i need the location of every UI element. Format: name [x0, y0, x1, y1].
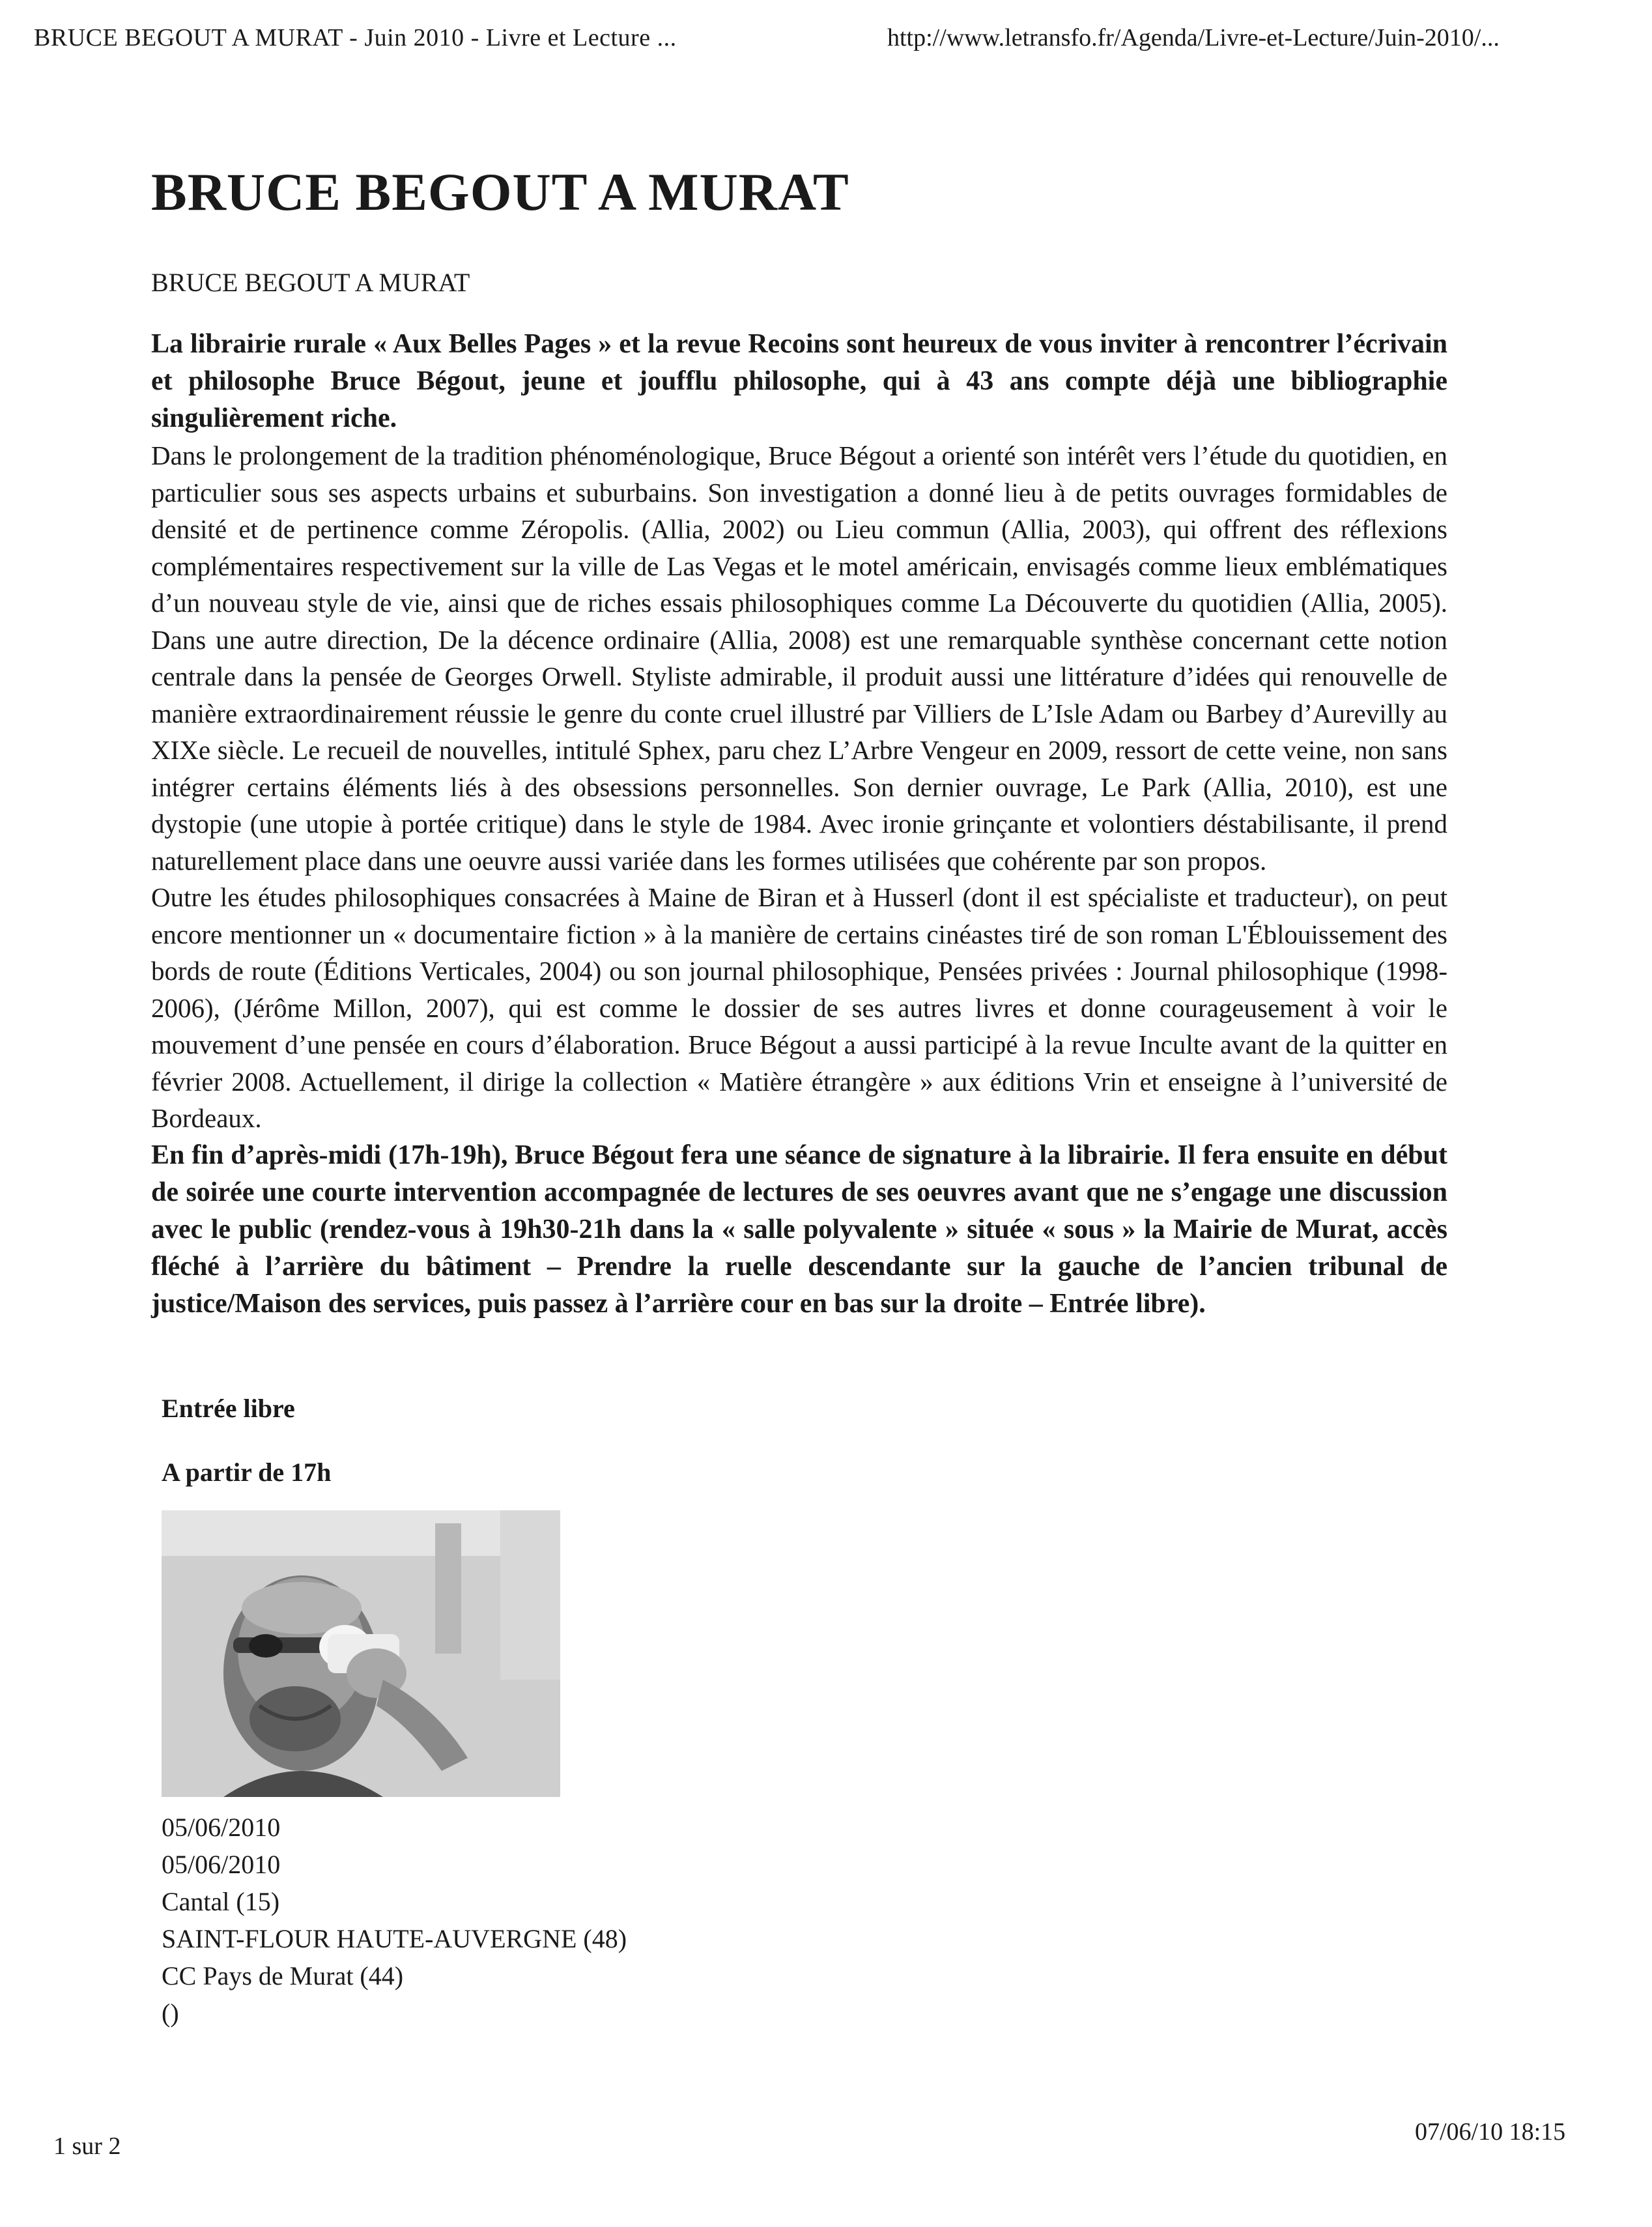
- event-community: CC Pays de Murat (44): [162, 1961, 404, 1990]
- author-photo-illustration: [162, 1510, 560, 1797]
- print-header-url[interactable]: http://www.letransfo.fr/Agenda/Livre-et-Lecture/Juin-2010/...: [887, 24, 1500, 51]
- body-paragraph: Outre les études philosophiques consacrées à Maine de Biran et à Husserl (dont il est spécialiste et traducteur), on peut encore mentionner un « documentaire fiction » à la manière de certains cinéastes tiré de son roman L'Éblouissement des bords de route (Éditions Verticales, 2004) ou son journal philosophique, Pensées privées : Journal philosophique (1998-2006), (Jérôme Millon, 2007), qui est comme le dossier de ses autres livres et donne courageusement à voir le mouvement d’une pensée en cours d’élaboration. Bruce Bégout a aussi participé à la revue Inculte avant de la quitter en février 2008. Actuellement, il dirige la collection « Matière étrangère » aux éditions Vrin et enseigne à l’université de Bordeaux.: [151, 882, 1447, 1133]
- entry-info: Entrée libre: [162, 1394, 295, 1423]
- event-meta-list: [162, 1809, 627, 2032]
- event-region: SAINT-FLOUR HAUTE-AUVERGNE (48): [162, 1924, 627, 1953]
- print-datetime: 07/06/10 18:15: [1415, 2118, 1566, 2146]
- page-title: BRUCE BEGOUT A MURAT: [151, 162, 849, 222]
- event-start-date: 05/06/2010: [162, 1813, 281, 1842]
- article-body: [151, 326, 1447, 1323]
- start-time-info: A partir de 17h: [162, 1458, 332, 1487]
- print-header-title: BRUCE BEGOUT A MURAT - Juin 2010 - Livre et Lecture ...: [34, 24, 677, 51]
- article-subtitle: BRUCE BEGOUT A MURAT: [151, 268, 470, 297]
- event-extra: (): [162, 1998, 179, 2028]
- body-paragraph: Dans le prolongement de la tradition phénoménologique, Bruce Bégout a orienté son intérêt vers l’étude du quotidien, en particulier sous ses aspects urbains et suburbains. Son investigation a donné lieu à de petits ouvrages formidables de densité et de pertinence comme Zéropolis. (Allia, 2002) ou Lieu commun (Allia, 2003), qui offrent des réflexions complémentaires respectivement sur la ville de Las Vegas et le motel américain, envisagés comme lieux emblématiques d’un nouveau style de vie, ainsi que de riches essais philosophiques comme La Découverte du quotidien (Allia, 2005). Dans une autre direction, De la décence ordinaire (Allia, 2008) est une remarquable synthèse concernant cette notion centrale dans la pensée de Georges Orwell. Styliste admirable, il produit aussi une littérature d’idées qui renouvelle de manière extraordinairement réussie le genre du conte cruel illustré par Villiers de L’Isle Adam ou Barbey d’Aurevilly au XIXe siècle. Le recueil de nouvelles, intitulé Sphex, paru chez L’Arbre Vengeur en 2009, ressort de cette veine, non sans intégrer certains éléments liés à des obsessions personnelles. Son dernier ouvrage, Le Park (Allia, 2010), est une dystopie (une utopie à portée critique) dans le style de 1984. Avec ironie grinçante et volontiers déstabilisante, il prend naturellement place dans une oeuvre aussi variée dans les formes utilisées que cohérente par son propos.: [151, 440, 1447, 876]
- page-number: 1 sur 2: [53, 2133, 121, 2160]
- author-photo: [162, 1510, 560, 1797]
- event-department: Cantal (15): [162, 1887, 280, 1916]
- event-end-date: 05/06/2010: [162, 1850, 281, 1879]
- event-details-paragraph: En fin d’après-midi (17h-19h), Bruce Bégout fera une séance de signature à la librairie. Il fera ensuite en début de soirée une courte intervention accompagnée de lectures de ses oeuvres avant que ne s’engage une discussion avec le public (rendez-vous à 19h30-21h dans la « salle polyvalente » située « sous » la Mairie de Murat, accès fléché à l’arrière du bâtiment – Prendre la ruelle descendante sur la gauche de l’ancien tribunal de justice/Maison des services, puis passez à l’arrière cour en bas sur la droite – Entrée libre).: [151, 1140, 1447, 1319]
- intro-paragraph: La librairie rurale « Aux Belles Pages » et la revue Recoins sont heureux de vous inviter à rencontrer l’écrivain et philosophe Bruce Bégout, jeune et joufflu philosophe, qui à 43 ans compte déjà une bibliographie singulièrement riche.: [151, 329, 1447, 433]
